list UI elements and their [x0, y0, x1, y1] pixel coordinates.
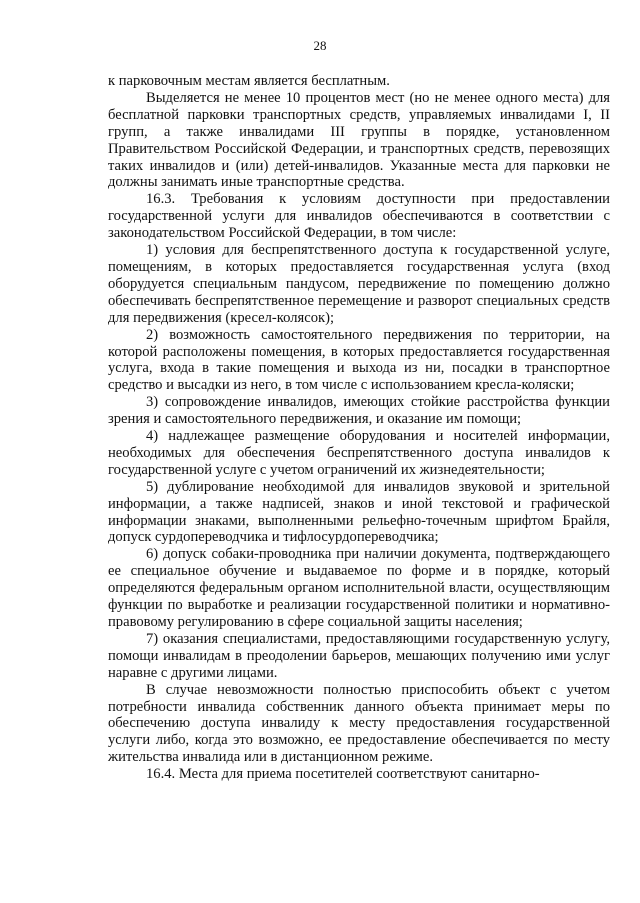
list-item-2: 2) возможность самостоятельного передвижения по территории, на которой расположены помещения, в которых предоставляется государственная услуга, входа в такие помещения и выхода из ни, посадки в транспортное средство и высадки из него, в том числе с использованием кресла-коляски; [108, 326, 610, 394]
paragraph-section-16-3: 16.3. Требования к условиям доступности при предоставлении государственной услуги для инвалидов обеспечиваются в соответствии с законодательством Российской Федерации, в том числе: [108, 191, 610, 242]
list-item-1: 1) условия для беспрепятственного доступа к государственной услуге, помещениям, в которых предоставляется государственная услуга (вход оборудуется специальным пандусом, передвижение по помещению должно обеспечивать беспрепятственное перемещение и разворот специальных средств для передвижения (кресел-колясок); [108, 242, 610, 326]
list-item-4: 4) надлежащее размещение оборудования и носителей информации, необходимых для обеспечения беспрепятственного доступа инвалидов к государственной услуге с учетом ограничений их жизнедеятельности; [108, 428, 610, 478]
page-number: 28 [313, 38, 327, 53]
list-item-5: 5) дублирование необходимой для инвалидов звуковой и зрительной информации, а также надписей, знаков и иной текстовой и графической информации знаками, выполненными рельефно-точечным шрифтом Брайля, допуск сурдопереводчика и тифлосурдопереводчика; [108, 478, 610, 546]
list-item-7: 7) оказания специалистами, предоставляющими государственную услугу, помощи инвалидам в преодолении барьеров, мешающих получению ими услуг наравне с другими лицами. [108, 630, 610, 681]
paragraph-accessibility-fallback: В случае невозможности полностью приспособить объект с учетом потребности инвалида собственник данного объекта принимает меры по обеспечению доступа инвалиду к месту предоставления государственной услуги либо, когда это возможно, ее предоставление обеспечивается по месту жительства инвалида или в дистанционном режиме. [108, 681, 610, 766]
paragraph-section-16-4: 16.4. Места для приема посетителей соответствуют санитарно- [146, 766, 540, 783]
paragraph-continuation: к парковочным местам является бесплатным. [108, 73, 390, 89]
list-item-6: 6) допуск собаки-проводника при наличии документа, подтверждающего ее специальное обучение и выдаваемое по форме и в порядке, который определяются федеральным органом исполнительной власти, осуществляющим функции по выработке и реализации государственной политики и нормативно-правовому регулированию в сфере социальной защиты населения; [108, 546, 610, 630]
paragraph-parking-quota: Выделяется не менее 10 процентов мест (но не менее одного места) для бесплатной парковки транспортных средств, управляемых инвалидами I, II групп, а также инвалидами III группы в порядке, установленном Правительством Российской Федерации, и транспортных средств, перевозящих таких инвалидов и (или) детей-инвалидов. Указанные места для парковки не должны занимать иные транспортные средства. [108, 89, 610, 191]
list-item-3: 3) сопровождение инвалидов, имеющих стойкие расстройства функции зрения и самостоятельного передвижения, и оказание им помощи; [108, 394, 610, 428]
document-body [108, 73, 610, 783]
